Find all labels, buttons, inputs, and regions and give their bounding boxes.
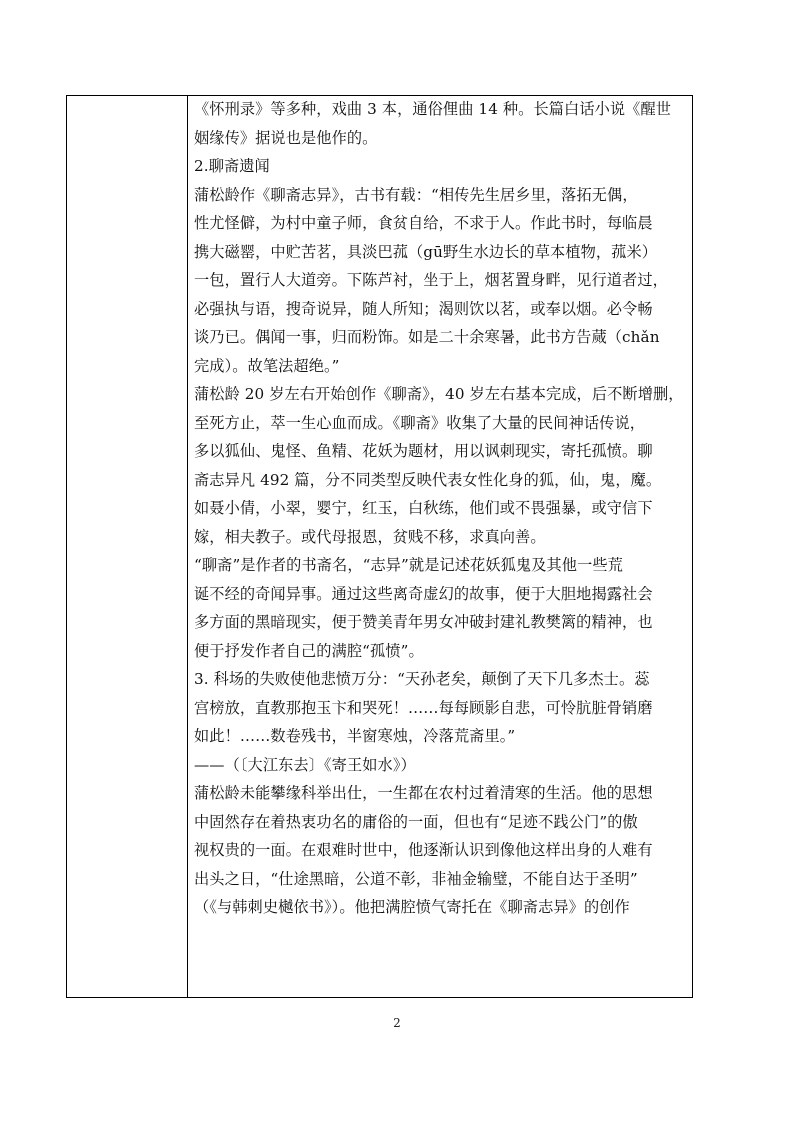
text-line: 性尤怪僻，为村中童子师，食贫自给，不求于人。作此书时，每临晨 bbox=[194, 214, 653, 232]
text-line: 3. 科场的失败使他悲愤万分：“天孙老矣，颠倒了天下几多杰士。蕊 bbox=[194, 670, 650, 688]
table-content-cell bbox=[194, 96, 690, 922]
text-line: 诞不经的奇闻异事。通过这些离奇虚幻的故事，便于大胆地揭露社会 bbox=[194, 584, 653, 603]
text-line: 便于抒发作者自己的满腔“孤愤”。 bbox=[194, 641, 424, 660]
text-line: 嫁，相夫教子。或代母报恩，贫贱不移，求真向善。 bbox=[194, 527, 546, 546]
text-line: 视权贵的一面。在艰难时世中，他逐渐认识到像他这样出身的人难有 bbox=[194, 841, 653, 859]
text-line: 出头之日，“仕途黑暗，公道不彰，非袖金输璧，不能自达于圣明” bbox=[194, 869, 638, 888]
text-line: 如聂小倩，小翠，婴宁，红玉，白秋练，他们或不畏强暴，或守信下 bbox=[194, 499, 653, 517]
text-line: 《怀刑录》等多种，戏曲 3 本，通俗俚曲 14 种。长篇白话小说《醒世 bbox=[194, 100, 672, 118]
text-line: 中固然存在着热衷功名的庸俗的一面，但也有“足迹不践公门”的傲 bbox=[194, 812, 638, 831]
section-heading: 2.聊斋遗闻 bbox=[194, 157, 270, 175]
text-line: 宫榜放，直教那抱玉卞和哭死！……每每顾影自悲，可怜肮脏骨销磨 bbox=[194, 698, 653, 717]
text-line: 蒲松龄作《聊斋志异》，古书有载：“相传先生居乡里，落拓无偶， bbox=[194, 185, 638, 204]
text-line: 携大磁罂，中贮苦茗，具淡巴菰（gū野生水边长的草本植物，菰米） bbox=[194, 242, 658, 261]
page-number: 2 bbox=[393, 1016, 401, 1030]
text-line: “聊斋”是作者的书斋名，“志异”就是记述花妖狐鬼及其他一些荒 bbox=[194, 556, 623, 574]
citation-line: ——（〔大江东去〕《寄王如水》） bbox=[194, 755, 416, 774]
text-line: 多以狐仙、鬼怪、鱼精、花妖为题材，用以讽刺现实，寄托孤愤。聊 bbox=[194, 442, 653, 460]
text-line: （《与韩刺史樾依书》）。他把满腔愤气寄托在《聊斋志异》的创作 bbox=[194, 898, 630, 916]
document-table bbox=[66, 95, 693, 998]
text-line: 必强执与语，搜奇说异，随人所知；渴则饮以茗，或奉以烟。必令畅 bbox=[194, 299, 653, 318]
text-line: 姻缘传》据说也是他作的。 bbox=[194, 128, 378, 147]
text-line: 至死方止，萃一生心血而成。《聊斋》收集了大量的民间神话传说， bbox=[194, 413, 646, 432]
text-line: 完成）。故笔法超绝。” bbox=[194, 356, 340, 375]
text-line: 一包，置行人大道旁。下陈芦衬，坐于上，烟茗置身畔，见行道者过， bbox=[194, 271, 668, 289]
text-line: 蒲松龄未能攀缘科举出仕，一生都在农村过着清寒的生活。他的思想 bbox=[194, 784, 653, 802]
text-line: 谈乃已。偶闻一事，归而粉饰。如是二十余寒暑，此书方告蒇（chǎn bbox=[194, 328, 660, 346]
text-line: 多方面的黑暗现实，便于赞美青年男女冲破封建礼教樊篱的精神，也 bbox=[194, 613, 653, 631]
text-line: 如此！……数卷残书，半窗寒烛，冷落荒斋里。” bbox=[194, 727, 516, 745]
text-line: 蒲松龄 20 岁左右开始创作《聊斋》，40 岁左右基本完成，后不断增删， bbox=[194, 385, 684, 403]
text-line: 斋志异凡 492 篇，分不同类型反映代表女性化身的狐，仙，鬼，魔。 bbox=[194, 470, 662, 489]
table-column-divider bbox=[187, 96, 188, 997]
table-left-cell bbox=[67, 96, 187, 997]
